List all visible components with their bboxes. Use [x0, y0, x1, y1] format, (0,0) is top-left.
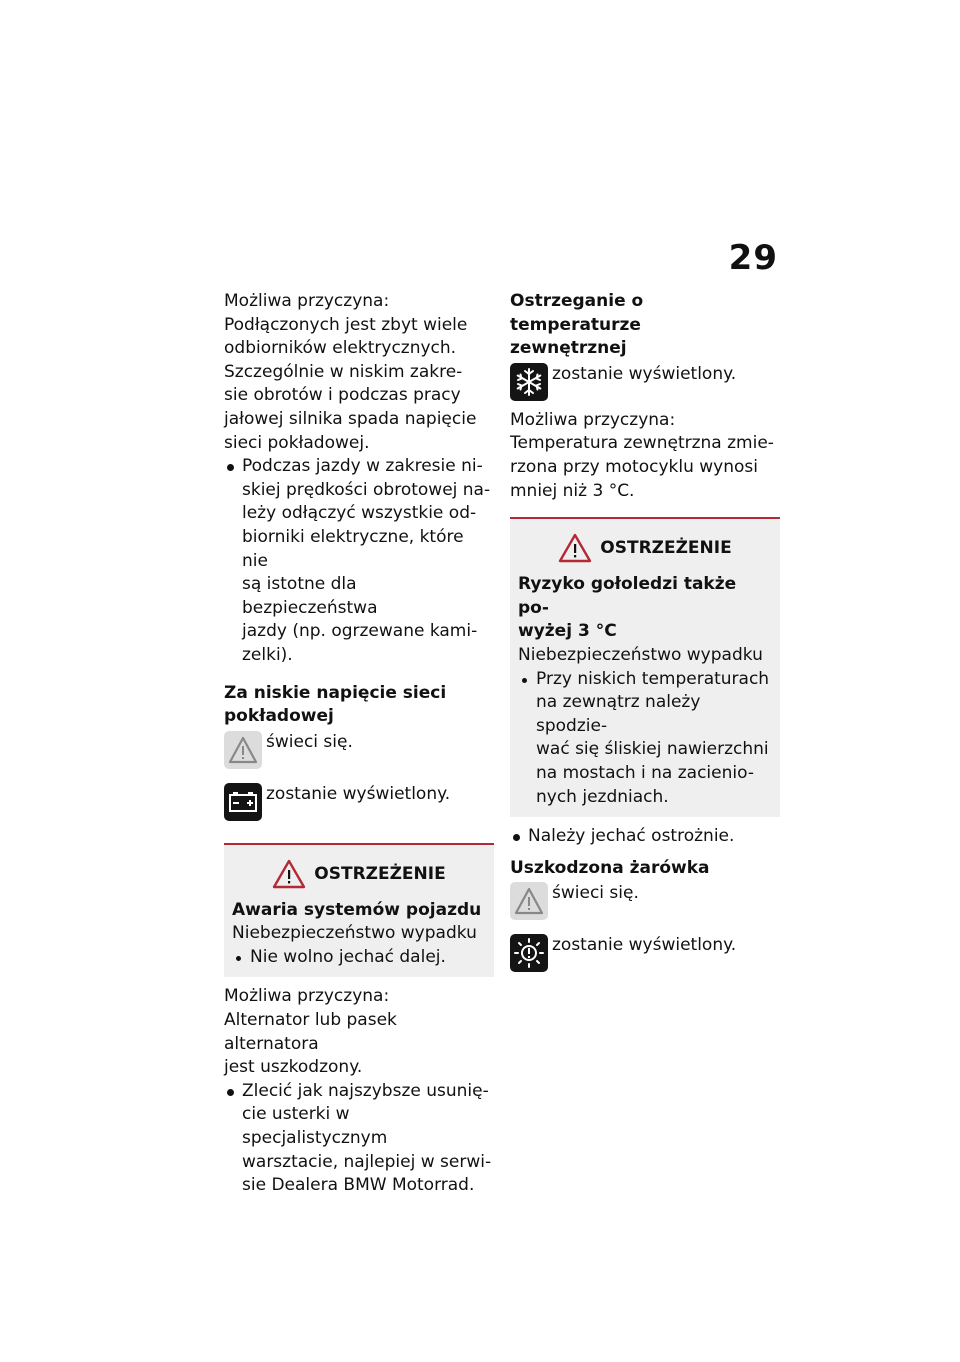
cause-label: Możliwa przyczyna: [510, 409, 676, 430]
warning-triangle-icon [558, 533, 592, 563]
text-line: biorniki elektryczne, które nie [242, 526, 464, 571]
bullet-item: Należy jechać ostrożnie. [510, 825, 780, 849]
indicator-row [510, 363, 780, 401]
indicator-text: zostanie wyświetlony. [552, 935, 737, 956]
cause-label: Możliwa przyczyna: [224, 986, 390, 1007]
text-line: jałowej silnika spada napięcie [224, 408, 477, 429]
text-line: odbiorników elektrycznych. [224, 338, 457, 359]
text-line: Alternator lub pasek alternatora [224, 1010, 397, 1054]
general-warning-icon [224, 731, 262, 769]
text-line: rzona przy motocyklu wynosi [510, 456, 758, 477]
left-column [224, 290, 494, 1198]
cause-text [224, 314, 494, 456]
warning-subtitle: Niebezpieczeństwo wypadku [232, 923, 477, 944]
heading-line: zewnętrznej [510, 338, 627, 359]
warning-triangle-icon [272, 859, 306, 889]
page-number: 29 [728, 238, 778, 278]
text-line: sieci pokładowej. [224, 432, 370, 453]
text-line: skiej prędkości obrotowej na- [242, 479, 491, 500]
section-heading [510, 290, 780, 361]
general-warning-icon [510, 882, 548, 920]
text-line: sie obrotów i podczas pracy [224, 385, 461, 406]
snowflake-icon [510, 363, 548, 401]
text-line: warsztacie, najlepiej w serwi- [242, 1151, 492, 1172]
cause-label: Możliwa przyczyna: [224, 291, 390, 311]
bullet-item [224, 1080, 494, 1198]
text-line: Temperatura zewnętrzna zmie- [510, 433, 774, 454]
section-heading: Uszkodzona żarówka [510, 857, 710, 878]
text-line: jazdy (np. ogrzewane kami- [242, 621, 478, 642]
warning-bullet: Nie wolno jechać dalej. [232, 946, 486, 970]
text-line: mniej niż 3 °C. [510, 480, 635, 501]
indicator-row [510, 934, 780, 972]
heading-line: Ryzyko gołoledzi także po- [518, 574, 737, 618]
indicator-text: zostanie wyświetlony. [552, 363, 737, 384]
indicator-row [224, 783, 494, 821]
warning-title: OSTRZEŻENIE [600, 538, 732, 559]
battery-icon [224, 783, 262, 821]
heading-line: pokładowej [224, 706, 334, 727]
text-line: sie Dealera BMW Motorrad. [242, 1175, 475, 1196]
text-line: na mostach i na zacienio- [536, 762, 754, 783]
indicator-text: świeci się. [266, 731, 353, 752]
warning-bullet [518, 668, 772, 810]
warning-box [510, 517, 780, 817]
text-line: Przy niskich temperaturach [536, 668, 770, 689]
warning-header [232, 859, 486, 889]
text-line: nych jezdniach. [536, 786, 669, 807]
text-line: Szczególnie w niskim zakre- [224, 361, 463, 382]
text-line: leży odłączyć wszystkie od- [242, 503, 477, 524]
right-column [510, 290, 780, 972]
text-line: cie usterki w specjalistycznym [242, 1104, 388, 1149]
section-heading [224, 682, 494, 729]
indicator-text: świeci się. [552, 883, 639, 904]
warning-header [518, 533, 772, 563]
heading-line: wyżej 3 °C [518, 621, 617, 642]
bulb-failure-icon [510, 934, 548, 972]
warning-subtitle: Niebezpieczeństwo wypadku [518, 644, 763, 665]
text-line: jest uszkodzony. [224, 1057, 363, 1078]
text-line: na zewnątrz należy spodzie- [536, 692, 701, 736]
text-line: Podłączonych jest zbyt wiele [224, 314, 468, 335]
warning-box [224, 843, 494, 978]
indicator-row [224, 731, 494, 769]
indicator-text: zostanie wyświetlony. [266, 783, 451, 804]
text-line: zelki). [242, 644, 293, 665]
bullet-item [224, 455, 494, 667]
text-line: wać się śliskiej nawierzchni [536, 739, 769, 760]
text-line: są istotne dla bezpieczeństwa [242, 574, 378, 618]
heading-line: Ostrzeganie o temperaturze [510, 291, 644, 335]
indicator-row [510, 882, 780, 920]
warning-title: OSTRZEŻENIE [314, 863, 446, 884]
warning-heading: Awaria systemów pojazdu [232, 899, 482, 920]
heading-line: Za niskie napięcie sieci [224, 682, 447, 703]
text-line: Podczas jazdy w zakresie ni- [242, 456, 483, 477]
text-line: Zlecić jak najszybsze usunię- [242, 1080, 489, 1101]
warning-heading [518, 573, 772, 644]
